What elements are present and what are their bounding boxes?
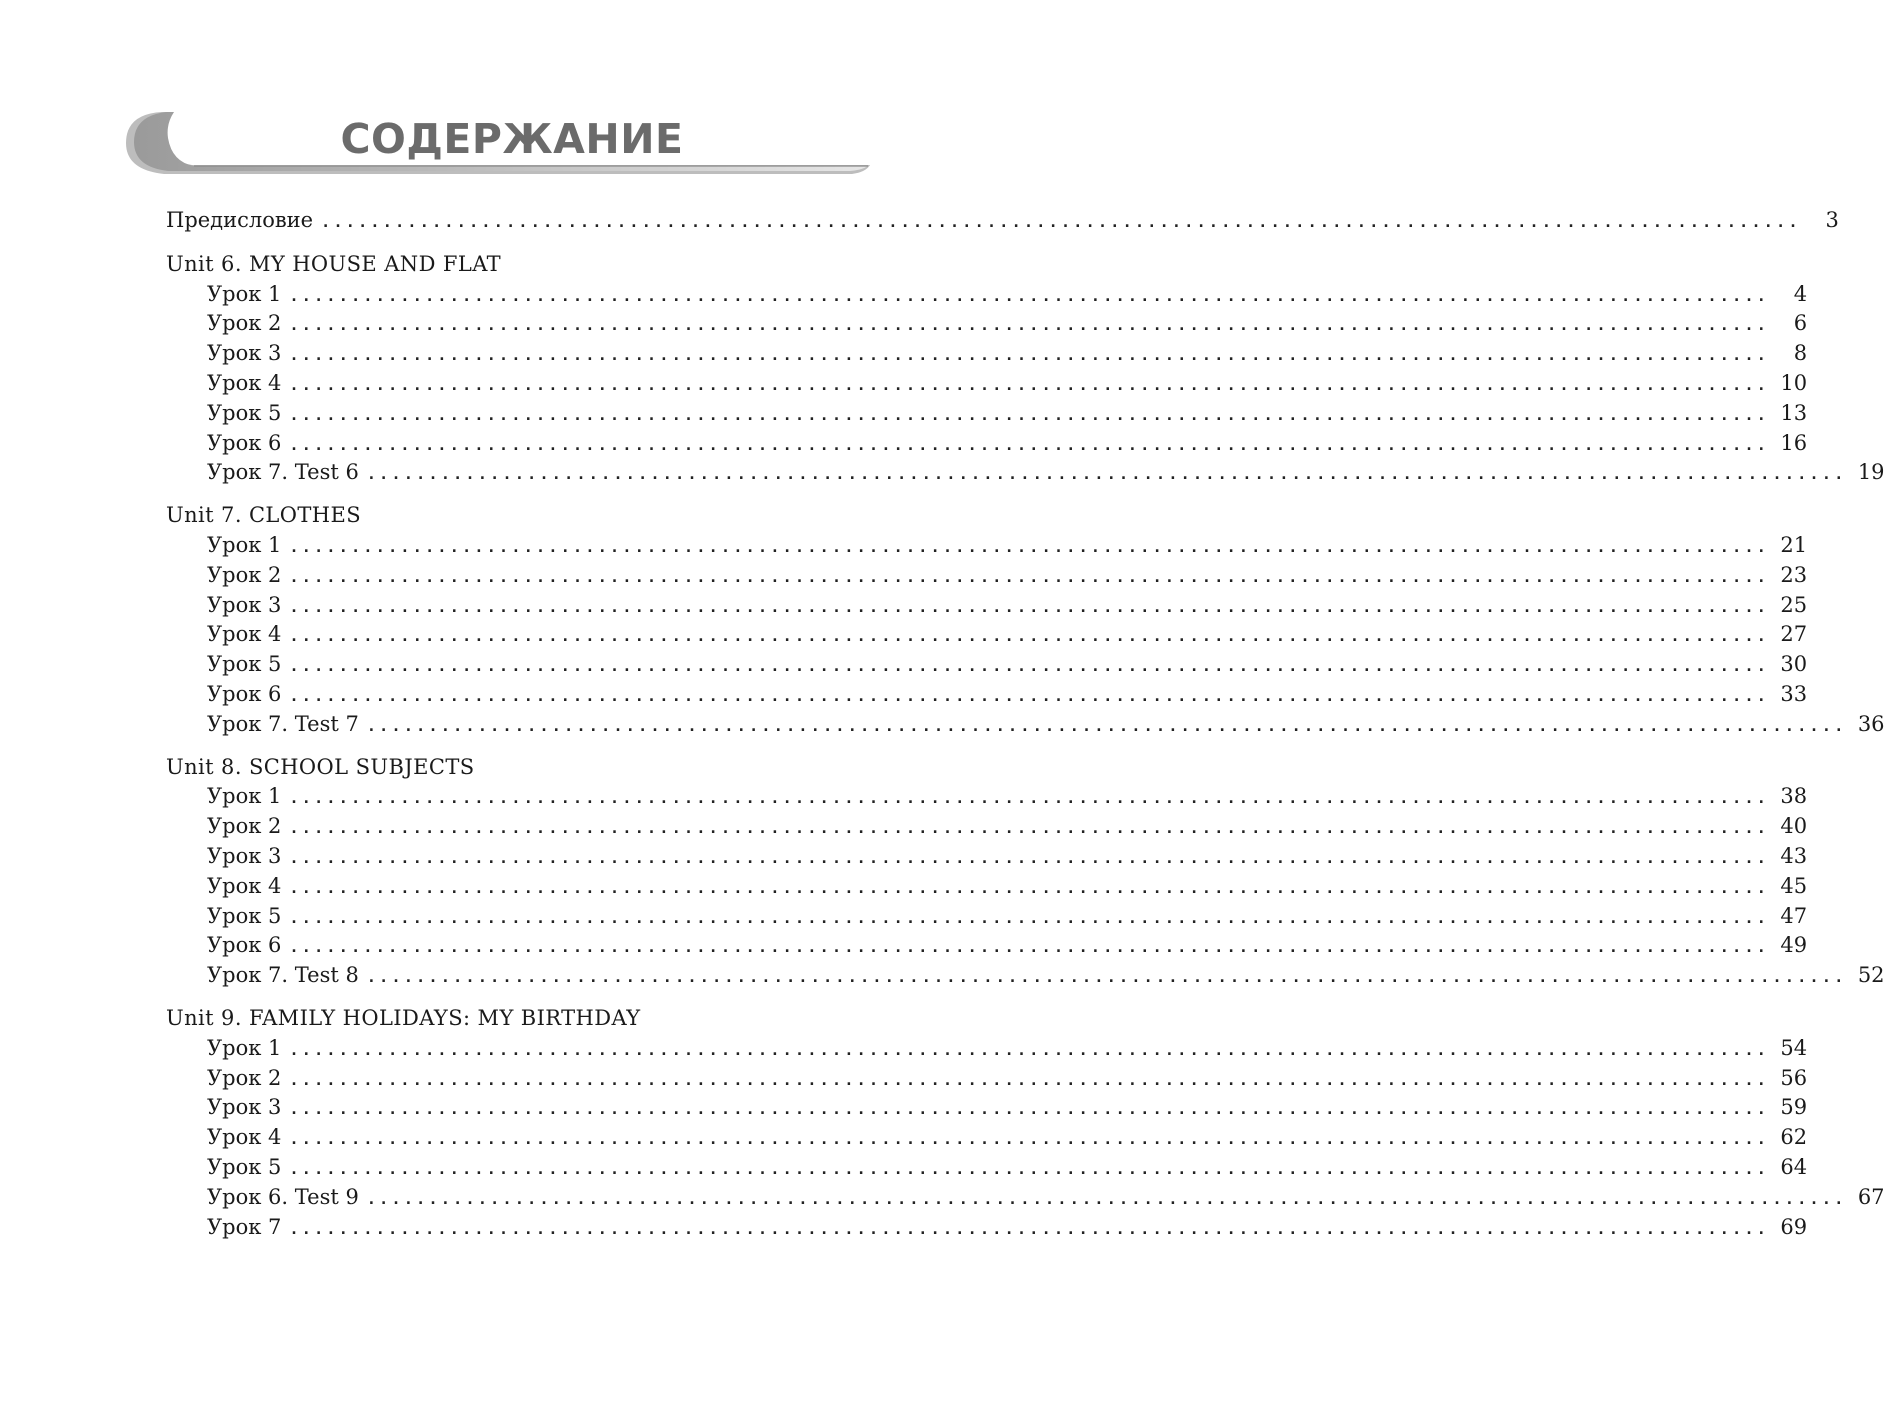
toc-entry-label: Урок 5 bbox=[207, 903, 282, 928]
toc-entry-lesson[interactable] bbox=[166, 399, 1808, 429]
toc-entry-lesson[interactable] bbox=[166, 872, 1808, 902]
unit-section bbox=[166, 501, 1885, 739]
unit-section bbox=[166, 250, 1885, 488]
dot-leader: ........................................................................................................................ bbox=[289, 908, 1770, 927]
dot-leader: ........................................................................................................................ bbox=[289, 848, 1770, 867]
toc-entry-label: Урок 3 bbox=[207, 341, 282, 366]
toc-entry-label: Урок 4 bbox=[207, 622, 282, 647]
toc-entry-label: Урок 4 bbox=[207, 873, 282, 898]
toc-entry-label: Урок 6. Test 9 bbox=[207, 1184, 359, 1209]
unit-section bbox=[166, 1004, 1885, 1242]
page-title: СОДЕРЖАНИЕ bbox=[340, 115, 684, 163]
table-of-contents bbox=[166, 206, 1885, 1255]
dot-leader: ........................................................................................................................ bbox=[289, 597, 1770, 616]
dot-leader: ........................................................................................................................ bbox=[289, 819, 1770, 838]
toc-entry-label: Урок 1 bbox=[207, 281, 282, 306]
toc-entry-preface[interactable] bbox=[166, 206, 1839, 236]
dot-leader: ........................................................................................................................ bbox=[289, 686, 1770, 705]
toc-entry-lesson[interactable] bbox=[166, 280, 1808, 310]
toc-entry-label: Урок 7. Test 7 bbox=[207, 711, 359, 736]
toc-entry-label: Урок 2 bbox=[207, 311, 282, 336]
toc-entry-label: Урок 3 bbox=[207, 1095, 282, 1120]
header-banner bbox=[122, 110, 870, 176]
dot-leader: ........................................................................................................................ bbox=[321, 213, 1801, 231]
dot-leader: ........................................................................................................................ bbox=[289, 878, 1770, 897]
toc-entry-lesson[interactable] bbox=[166, 339, 1808, 369]
dot-leader: ........................................................................................................................ bbox=[289, 627, 1770, 646]
dot-leader: ........................................................................................................................ bbox=[289, 1040, 1770, 1059]
toc-entry-lesson[interactable] bbox=[166, 1093, 1808, 1123]
toc-page-number: 52 bbox=[1857, 963, 1885, 988]
toc-entry-lesson[interactable] bbox=[166, 1213, 1808, 1243]
toc-page-number: 36 bbox=[1857, 711, 1885, 736]
dot-leader: ........................................................................................................................ bbox=[289, 537, 1770, 556]
toc-page-number: 56 bbox=[1780, 1065, 1808, 1090]
toc-page-number: 27 bbox=[1780, 622, 1808, 647]
toc-page-number: 19 bbox=[1857, 460, 1885, 485]
dot-leader: ........................................................................................................................ bbox=[289, 567, 1770, 586]
dot-leader: ........................................................................................................................ bbox=[289, 346, 1770, 365]
toc-page-number: 30 bbox=[1780, 652, 1808, 677]
toc-page-number: 6 bbox=[1793, 311, 1808, 336]
toc-page-number: 4 bbox=[1793, 281, 1808, 306]
toc-entry-label: Урок 6 bbox=[207, 681, 282, 706]
toc-page-number: 16 bbox=[1780, 430, 1808, 455]
toc-entry-lesson[interactable] bbox=[166, 591, 1808, 621]
unit-heading[interactable]: Unit 8. SCHOOL SUBJECTS bbox=[166, 754, 475, 779]
toc-entry-lesson[interactable] bbox=[166, 1123, 1808, 1153]
dot-leader: ........................................................................................................................ bbox=[366, 968, 1847, 987]
dot-leader: ........................................................................................................................ bbox=[366, 716, 1847, 735]
toc-page-number: 43 bbox=[1780, 843, 1808, 868]
dot-leader: ........................................................................................................................ bbox=[366, 465, 1847, 484]
toc-page-number: 54 bbox=[1780, 1035, 1808, 1060]
toc-entry-label: Урок 3 bbox=[207, 843, 282, 868]
dot-leader: ........................................................................................................................ bbox=[289, 375, 1770, 394]
dot-leader: ........................................................................................................................ bbox=[366, 1189, 1847, 1208]
toc-page-number: 45 bbox=[1780, 873, 1808, 898]
toc-entry-label: Урок 5 bbox=[207, 1154, 282, 1179]
toc-page-number: 33 bbox=[1780, 681, 1808, 706]
toc-entry-label: Урок 1 bbox=[207, 784, 282, 809]
toc-page-number: 49 bbox=[1780, 933, 1808, 958]
dot-leader: ........................................................................................................................ bbox=[289, 657, 1770, 676]
toc-page-number: 10 bbox=[1780, 370, 1808, 395]
toc-entry-lesson[interactable] bbox=[166, 680, 1808, 710]
toc-entry-label: Предисловие bbox=[166, 208, 314, 232]
toc-entry-lesson[interactable] bbox=[166, 429, 1808, 459]
toc-entry-lesson[interactable] bbox=[166, 842, 1808, 872]
toc-entry-label: Урок 7 bbox=[207, 1214, 282, 1239]
toc-entry-lesson[interactable] bbox=[166, 812, 1808, 842]
toc-page-number: 64 bbox=[1780, 1154, 1808, 1179]
toc-entry-lesson[interactable] bbox=[166, 369, 1808, 399]
toc-entry-label: Урок 7. Test 6 bbox=[207, 460, 359, 485]
toc-page-number: 23 bbox=[1780, 562, 1808, 587]
toc-entry-label: Урок 2 bbox=[207, 562, 282, 587]
toc-entry-label: Урок 5 bbox=[207, 652, 282, 677]
toc-entry-lesson[interactable] bbox=[166, 561, 1808, 591]
toc-entry-lesson[interactable] bbox=[166, 961, 1885, 991]
dot-leader: ........................................................................................................................ bbox=[289, 1070, 1770, 1089]
toc-page-number: 3 bbox=[1825, 208, 1839, 232]
toc-page-number: 8 bbox=[1793, 341, 1808, 366]
toc-entry-lesson[interactable] bbox=[166, 531, 1808, 561]
toc-page-number: 59 bbox=[1780, 1095, 1808, 1120]
toc-entry-lesson[interactable] bbox=[166, 931, 1808, 961]
units-list bbox=[166, 250, 1885, 1243]
dot-leader: ........................................................................................................................ bbox=[289, 1100, 1770, 1119]
dot-leader: ........................................................................................................................ bbox=[289, 938, 1770, 957]
toc-page-number: 21 bbox=[1780, 532, 1808, 557]
unit-heading[interactable]: Unit 9. FAMILY HOLIDAYS: MY BIRTHDAY bbox=[166, 1005, 641, 1030]
toc-entry-lesson[interactable] bbox=[166, 1183, 1885, 1213]
toc-page-number: 13 bbox=[1780, 400, 1808, 425]
dot-leader: ........................................................................................................................ bbox=[289, 435, 1770, 454]
dot-leader: ........................................................................................................................ bbox=[289, 1219, 1770, 1238]
toc-entry-label: Урок 3 bbox=[207, 592, 282, 617]
toc-entry-lesson[interactable] bbox=[166, 458, 1885, 488]
toc-page-number: 40 bbox=[1780, 814, 1808, 839]
toc-entry-lesson[interactable] bbox=[166, 1064, 1808, 1094]
toc-entry-label: Урок 1 bbox=[207, 532, 282, 557]
dot-leader: ........................................................................................................................ bbox=[289, 789, 1770, 808]
toc-entry-label: Урок 1 bbox=[207, 1035, 282, 1060]
dot-leader: ........................................................................................................................ bbox=[289, 286, 1770, 305]
toc-entry-label: Урок 2 bbox=[207, 1065, 282, 1090]
toc-entry-lesson[interactable] bbox=[166, 902, 1808, 932]
dot-leader: ........................................................................................................................ bbox=[289, 1130, 1770, 1149]
toc-entry-lesson[interactable] bbox=[166, 620, 1808, 650]
toc-entry-lesson[interactable] bbox=[166, 782, 1808, 812]
toc-entry-lesson[interactable] bbox=[166, 650, 1808, 680]
toc-entry-label: Урок 2 bbox=[207, 814, 282, 839]
toc-entry-label: Урок 6 bbox=[207, 933, 282, 958]
unit-heading[interactable]: Unit 7. CLOTHES bbox=[166, 503, 362, 528]
toc-page-number: 25 bbox=[1780, 592, 1808, 617]
toc-entry-label: Урок 4 bbox=[207, 370, 282, 395]
toc-entry-lesson[interactable] bbox=[166, 1153, 1808, 1183]
toc-page-number: 67 bbox=[1857, 1184, 1885, 1209]
toc-entry-lesson[interactable] bbox=[166, 710, 1885, 740]
toc-entry-label: Урок 7. Test 8 bbox=[207, 963, 359, 988]
toc-page-number: 62 bbox=[1780, 1125, 1808, 1150]
toc-entry-label: Урок 5 bbox=[207, 400, 282, 425]
toc-page-number: 47 bbox=[1780, 903, 1808, 928]
toc-entry-label: Урок 4 bbox=[207, 1125, 282, 1150]
toc-page-number: 69 bbox=[1780, 1214, 1808, 1239]
dot-leader: ........................................................................................................................ bbox=[289, 405, 1770, 424]
dot-leader: ........................................................................................................................ bbox=[289, 316, 1770, 335]
toc-entry-lesson[interactable] bbox=[166, 1034, 1808, 1064]
toc-entry-label: Урок 6 bbox=[207, 430, 282, 455]
toc-entry-lesson[interactable] bbox=[166, 309, 1808, 339]
unit-section bbox=[166, 753, 1885, 991]
unit-heading[interactable]: Unit 6. MY HOUSE AND FLAT bbox=[166, 251, 502, 276]
toc-page-number: 38 bbox=[1780, 784, 1808, 809]
dot-leader: ........................................................................................................................ bbox=[289, 1159, 1770, 1178]
